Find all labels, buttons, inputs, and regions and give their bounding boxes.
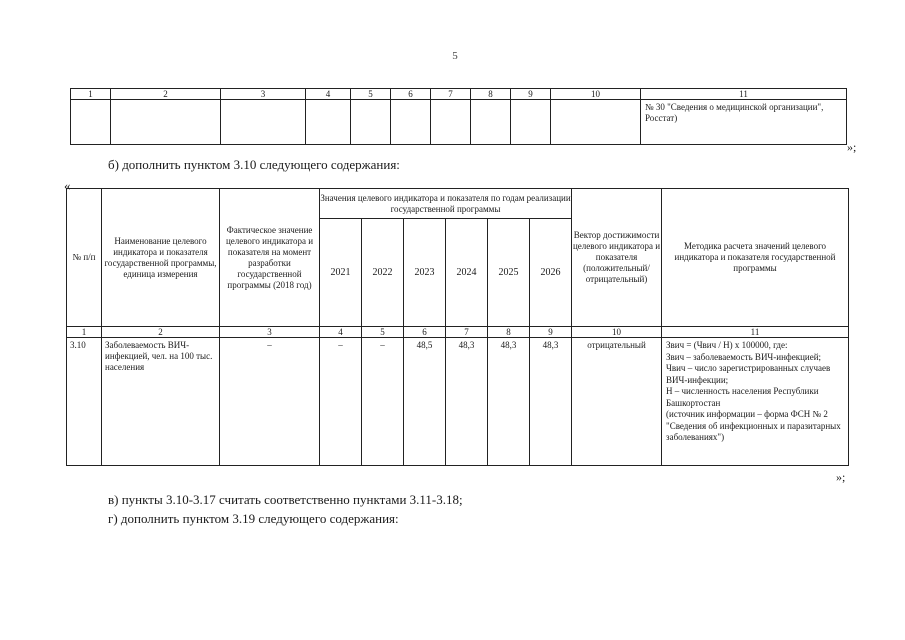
row-value: 48,5 (404, 338, 446, 466)
closing-quote: »; (847, 140, 857, 154)
header-vector: Вектор достижимости целевого индикатора и показателя (положительный/ отрицательный) (572, 189, 662, 327)
col-number: 10 (551, 89, 641, 100)
year-header: 2026 (530, 219, 572, 327)
col-number: 8 (488, 327, 530, 338)
method-line: Звич = (Чвич / Н) х 100000, где: (666, 340, 788, 350)
col-number: 4 (320, 327, 362, 338)
col-number: 5 (362, 327, 404, 338)
year-header: 2023 (404, 219, 446, 327)
col-number: 3 (220, 327, 320, 338)
col-number: 10 (572, 327, 662, 338)
table-cell (511, 100, 551, 145)
row-value: 48,3 (488, 338, 530, 466)
year-header: 2025 (488, 219, 530, 327)
paragraph-g: г) дополнить пунктом 3.19 следующего содержания: (108, 511, 399, 526)
paragraph-b: б) дополнить пунктом 3.10 следующего содержания: (108, 157, 400, 172)
col-number: 1 (67, 327, 102, 338)
col-number: 9 (511, 89, 551, 100)
method-line: Чвич – число зарегистрированных случаев ВИЧ-инфекции; (666, 363, 831, 385)
row-name: Заболеваемость ВИЧ-инфекцией, чел. на 100 тыс. населения (102, 338, 220, 466)
col-number: 7 (446, 327, 488, 338)
method-line: (источник информации – форма ФСН № 2 "Сведения об инфекционных и паразитарных заболеваниях") (666, 409, 841, 442)
row-vector: отрицательный (572, 338, 662, 466)
table-cell (431, 100, 471, 145)
table-cell (306, 100, 351, 145)
col-number: 11 (641, 89, 847, 100)
page-number: 5 (452, 50, 458, 62)
header-name: Наименование целевого индикатора и показателя государственной программы, единица измерения (102, 189, 220, 327)
col-number: 7 (431, 89, 471, 100)
year-header: 2024 (446, 219, 488, 327)
table-cell (71, 100, 111, 145)
col-number: 5 (351, 89, 391, 100)
table-cell (111, 100, 221, 145)
row-value: 48,3 (446, 338, 488, 466)
row-method (662, 338, 849, 466)
col-number: 8 (471, 89, 511, 100)
table-cell (391, 100, 431, 145)
col-number: 2 (111, 89, 221, 100)
col-number: 4 (306, 89, 351, 100)
row-value: – (320, 338, 362, 466)
col-number: 6 (404, 327, 446, 338)
row-value: – (362, 338, 404, 466)
header-num: № п/п (67, 189, 102, 327)
table-cell (351, 100, 391, 145)
year-header: 2022 (362, 219, 404, 327)
paragraph-v: в) пункты 3.10-3.17 считать соответственно пунктами 3.11-3.18; (108, 492, 463, 507)
table-cell (471, 100, 511, 145)
col-number: 11 (662, 327, 849, 338)
header-values-group: Значения целевого индикатора и показателя по годам реализации государственной программы (320, 189, 572, 219)
method-line: Н – численность населения Республики Башкортостан (666, 386, 819, 408)
row-num: 3.10 (67, 338, 102, 466)
col-number: 6 (391, 89, 431, 100)
opening-quote: « (64, 178, 71, 193)
header-method: Методика расчета значений целевого индикатора и показателя государственной программы (662, 189, 849, 327)
continuation-table (70, 88, 847, 145)
col-number: 2 (102, 327, 220, 338)
table-cell (221, 100, 306, 145)
method-line: Звич – заболеваемость ВИЧ-инфекцией; (666, 351, 822, 362)
year-header: 2021 (320, 219, 362, 327)
row-actual: – (220, 338, 320, 466)
closing-quote: »; (836, 470, 846, 484)
table-cell (551, 100, 641, 145)
row-value: 48,3 (530, 338, 572, 466)
col-number: 9 (530, 327, 572, 338)
col-number: 3 (221, 89, 306, 100)
header-actual: Фактическое значение целевого индикатора и показателя на момент разработки государственной программы (2018 год) (220, 189, 320, 327)
table-row (67, 338, 849, 466)
indicator-table (66, 188, 849, 466)
method-cell: № 30 "Сведения о медицинской организации", Росстат) (641, 100, 847, 145)
col-number: 1 (71, 89, 111, 100)
